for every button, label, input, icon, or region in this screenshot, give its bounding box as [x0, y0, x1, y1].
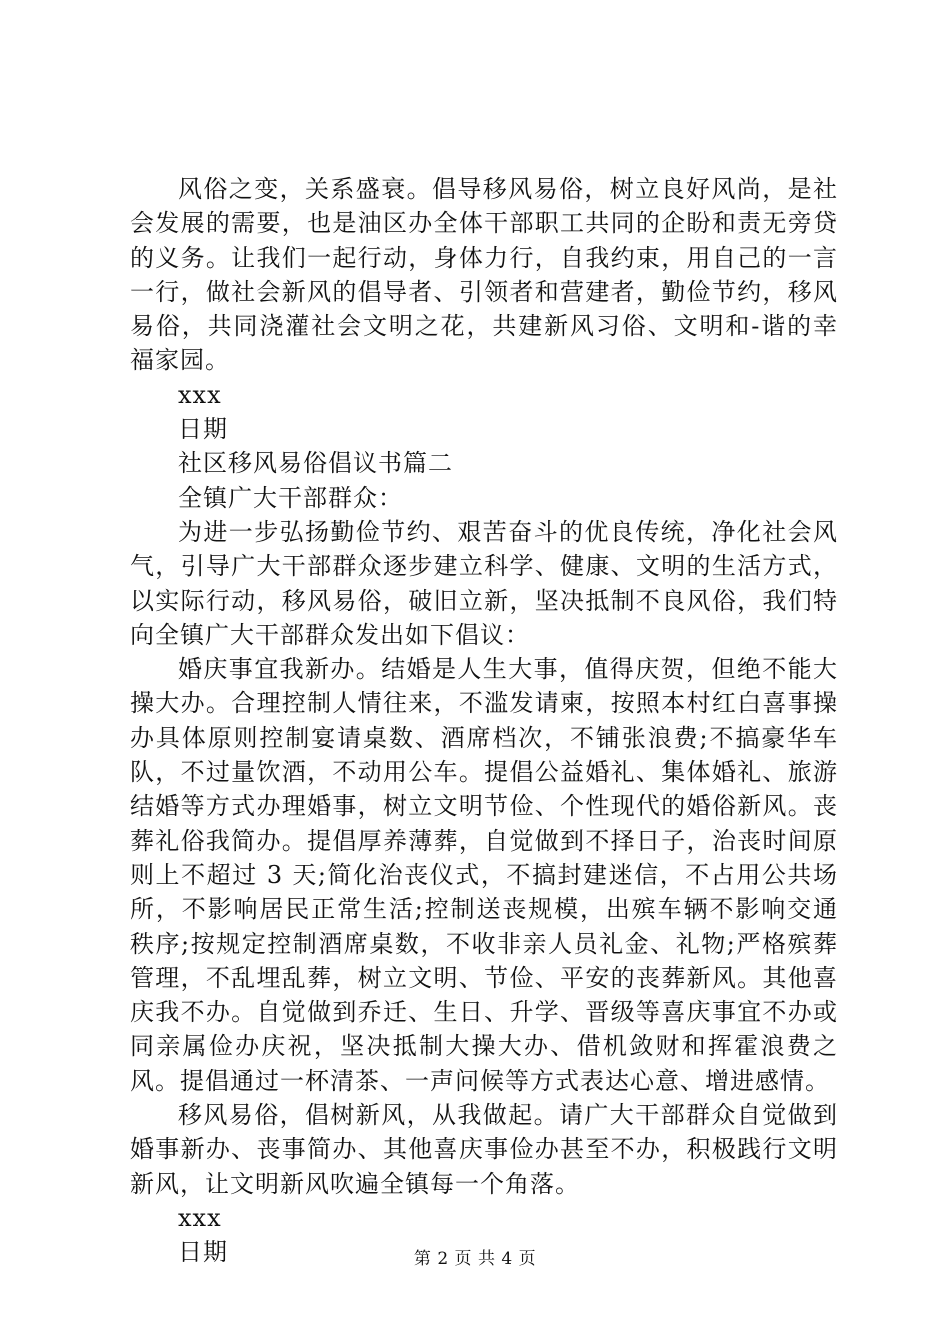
section-title: 社区移风易俗倡议书篇二 [178, 449, 453, 478]
paragraph-closing: 风俗之变，关系盛衰。倡导移风易俗，树立良好风尚，是社会发展的需要，也是油区办全体干部职工共同的企盼和责无旁贷的义务。让我们一起行动，身体力行，自我约束，用自己的一言一行，做社会新风的倡导者、引领者和营建者，勤俭节约，移风易俗，共同浇灌社会文明之花，共建新风习俗、文明和-谐的幸福家园。 [130, 175, 838, 375]
page-number-footer: 第 2 页 共 4 页 [413, 1249, 537, 1269]
document-body [130, 172, 838, 1270]
salutation: 全镇广大干部群众： [178, 483, 403, 512]
signature: xxx [178, 1203, 222, 1232]
date-line: 日期 [178, 1238, 228, 1267]
date-line: 日期 [178, 415, 228, 444]
paragraph-intro: 为进一步弘扬勤俭节约、艰苦奋斗的优良传统，净化社会风气，引导广大干部群众逐步建立科学、健康、文明的生活方式，以实际行动，移风易俗，破旧立新，坚决抵制不良风俗，我们特向全镇广大干部群众发出如下倡议： [130, 517, 838, 649]
signature: xxx [178, 380, 222, 409]
paragraph-proposals: 婚庆事宜我新办。结婚是人生大事，值得庆贺，但绝不能大操大办。合理控制人情往来，不滥发请柬，按照本村红白喜事操办具体原则控制宴请桌数、酒席档次，不铺张浪费;不搞豪华车队，不过量饮酒，不动用公车。提倡公益婚礼、集体婚礼、旅游结婚等方式办理婚事，树立文明节俭、个性现代的婚俗新风。丧葬礼俗我简办。提倡厚养薄葬，自觉做到不择日子，治丧时间原则上不超过 3 天;简化治丧仪式，不搞封建迷信，不占用公共场所，不影响居民正常生活;控制送丧规模，出殡车辆不影响交通秩序;按规定控制酒席桌数，不收非亲人员礼金、礼物;严格殡葬管理，不乱埋乱葬，树立文明、节俭、平安的丧葬新风。其他喜庆我不办。自觉做到乔迁、生日、升学、晋级等喜庆事宜不办或同亲属俭办庆祝，坚决抵制大操大办、借机敛财和挥霍浪费之风。提倡通过一杯清茶、一声问候等方式表达心意、增进感情。 [130, 655, 838, 1095]
paragraph-call-to-action: 移风易俗，倡树新风，从我做起。请广大干部群众自觉做到婚事新办、丧事简办、其他喜庆事俭办甚至不办，积极践行文明新风，让文明新风吹遍全镇每一个角落。 [130, 1101, 838, 1198]
